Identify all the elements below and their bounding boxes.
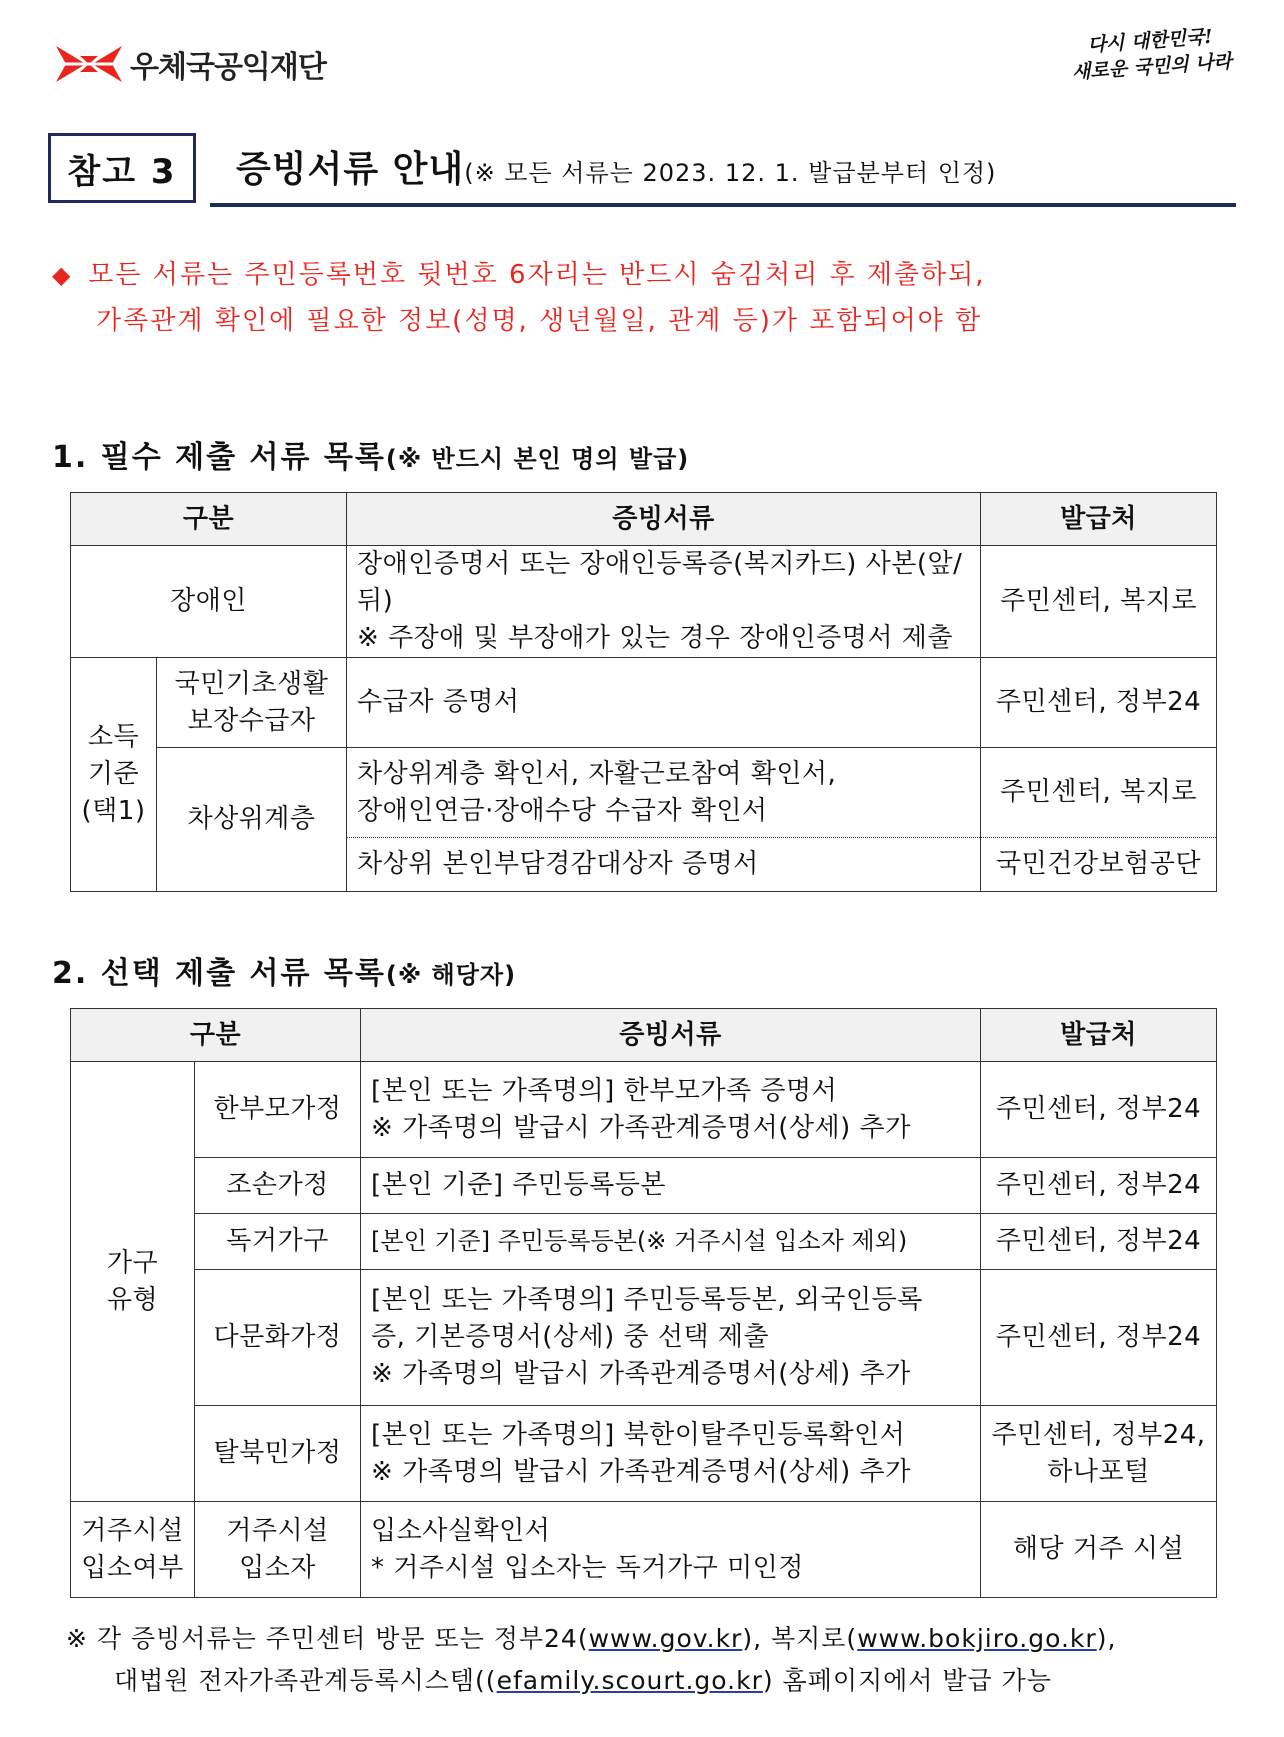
section1-heading: 1. 필수 제출 서류 목록 (52, 440, 386, 475)
slogan (1064, 22, 1237, 86)
header-issuer: 발급처 (981, 493, 1217, 546)
group-cell: 가구 유형 (71, 1062, 195, 1502)
group-cell: 거주시설 입소여부 (71, 1502, 195, 1598)
issuer-cell: 주민센터, 복지로 (981, 748, 1217, 838)
group-cell: 소득 기준 (택1) (71, 658, 157, 892)
document-cell: [본인 또는 가족명의] 주민등록등본, 외국인등록 증, 기본증명서(상세) 중 선택 제출 ※ 가족명의 발급시 가족관계증명서(상세) 추가 (361, 1270, 981, 1406)
subcategory-cell: 국민기초생활 보장수급자 (157, 658, 347, 748)
table-row (71, 658, 1217, 748)
korea-post-logo-icon (56, 44, 122, 84)
footer-text: ), 복지로( (742, 1624, 858, 1653)
header-issuer: 발급처 (981, 1009, 1217, 1062)
notice (52, 252, 1212, 344)
page-header (56, 25, 1236, 88)
category-cell: 장애인 (71, 546, 347, 658)
title-underline (210, 203, 1236, 207)
org-name: 우체국공익재단 (130, 50, 326, 85)
header-documents: 증빙서류 (361, 1009, 981, 1062)
slogan-line: 다시 대한민국! (1086, 25, 1214, 57)
title-note: (※ 모든 서류는 2023. 12. 1. 발급분부터 인정) (464, 159, 997, 187)
document-cell: 입소사실확인서 * 거주시설 입소자는 독거가구 미인정 (361, 1502, 981, 1598)
section1-subtitle: (※ 반드시 본인 명의 발급) (385, 445, 690, 473)
table-header-row (71, 493, 1217, 546)
document-cell: [본인 기준] 주민등록등본 (361, 1158, 981, 1214)
notice-line: 모든 서류는 주민등록번호 뒷번호 6자리는 반드시 숨김처리 후 제출하되, (88, 260, 986, 290)
document-cell: [본인 또는 가족명의] 한부모가족 증명서 ※ 가족명의 발급시 가족관계증명서(상세) 추가 (361, 1062, 981, 1158)
footer-note (66, 1618, 1116, 1702)
subcategory-cell: 거주시설 입소자 (195, 1502, 361, 1598)
issuer-cell: 주민센터, 정부24 (981, 1062, 1217, 1158)
subcategory-cell: 탈북민가정 (195, 1406, 361, 1502)
subcategory-cell: 차상위계층 (157, 748, 347, 892)
reference-box: 참고 3 (48, 133, 196, 203)
header-category: 구분 (71, 493, 347, 546)
bokjiro-link[interactable]: www.bokjiro.go.kr (857, 1624, 1097, 1653)
gov-link[interactable]: www.gov.kr (588, 1624, 743, 1653)
issuer-cell: 국민건강보험공단 (981, 838, 1217, 892)
section2-title (52, 948, 516, 992)
document-line: 장애인연금·장애수당 수급자 확인서 (357, 795, 768, 826)
subcategory-cell: 독거가구 (195, 1214, 361, 1270)
issuer-cell: 주민센터, 정부24 (981, 1158, 1217, 1214)
optional-docs-table (70, 1008, 1217, 1598)
diamond-bullet-icon: ◆ (52, 261, 73, 289)
footer-text: ), (1096, 1624, 1117, 1653)
table-row (71, 748, 1217, 838)
subcategory-cell: 다문화가정 (195, 1270, 361, 1406)
document-cell (347, 546, 981, 658)
issuer-cell: 주민센터, 정부24 (981, 658, 1217, 748)
footer-text: ※ 각 증빙서류는 주민센터 방문 또는 정부24( (66, 1624, 589, 1653)
issuer-cell: 해당 거주 시설 (981, 1502, 1217, 1598)
slogan-line: 새로운 국민의 나라 (1071, 50, 1233, 84)
document-cell (347, 748, 981, 838)
table-row (71, 1502, 1217, 1598)
required-docs-table (70, 492, 1217, 892)
org-logo (56, 42, 326, 86)
header-documents: 증빙서류 (347, 493, 981, 546)
section1-title (52, 432, 689, 476)
document-line: 차상위계층 확인서, 자활근로참여 확인서, (357, 758, 837, 789)
table-row (71, 1270, 1217, 1406)
table-row (71, 546, 1217, 658)
document-cell: 수급자 증명서 (347, 658, 981, 748)
title-main: 증빙서류 안내 (236, 149, 465, 190)
footer-text: 대법원 전자가족관계등록시스템(( (114, 1666, 497, 1695)
issuer-cell: 주민센터, 복지로 (981, 546, 1217, 658)
issuer-cell: 주민센터, 정부24 (981, 1214, 1217, 1270)
table-row (71, 1214, 1217, 1270)
efamily-link[interactable]: efamily.scourt.go.kr (496, 1666, 763, 1695)
table-row (71, 1406, 1217, 1502)
document-line: 장애인증명서 또는 장애인등록증(복지카드) 사본(앞/뒤) (357, 549, 963, 616)
document-cell: 차상위 본인부담경감대상자 증명서 (347, 838, 981, 892)
section2-subtitle: (※ 해당자) (385, 961, 517, 989)
subcategory-cell: 한부모가정 (195, 1062, 361, 1158)
page-title (236, 141, 996, 192)
notice-line: 가족관계 확인에 필요한 정보(성명, 생년월일, 관계 등)가 포함되어야 함 (96, 306, 983, 336)
subcategory-cell: 조손가정 (195, 1158, 361, 1214)
header-category: 구분 (71, 1009, 361, 1062)
issuer-cell: 주민센터, 정부24, 하나포털 (981, 1406, 1217, 1502)
section2-heading: 2. 선택 제출 서류 목록 (52, 956, 386, 991)
document-note: ※ 주장애 및 부장애가 있는 경우 장애인증명서 제출 (357, 623, 953, 653)
title-row (48, 133, 1236, 209)
table-header-row (71, 1009, 1217, 1062)
issuer-cell: 주민센터, 정부24 (981, 1270, 1217, 1406)
document-cell: [본인 또는 가족명의] 북한이탈주민등록확인서 ※ 가족명의 발급시 가족관계증명서(상세) 추가 (361, 1406, 981, 1502)
table-row (71, 1062, 1217, 1158)
footer-text: ) 홈페이지에서 발급 가능 (762, 1666, 1052, 1695)
document-cell: [본인 기준] 주민등록등본(※ 거주시설 입소자 제외) (361, 1214, 981, 1270)
table-row (71, 1158, 1217, 1214)
